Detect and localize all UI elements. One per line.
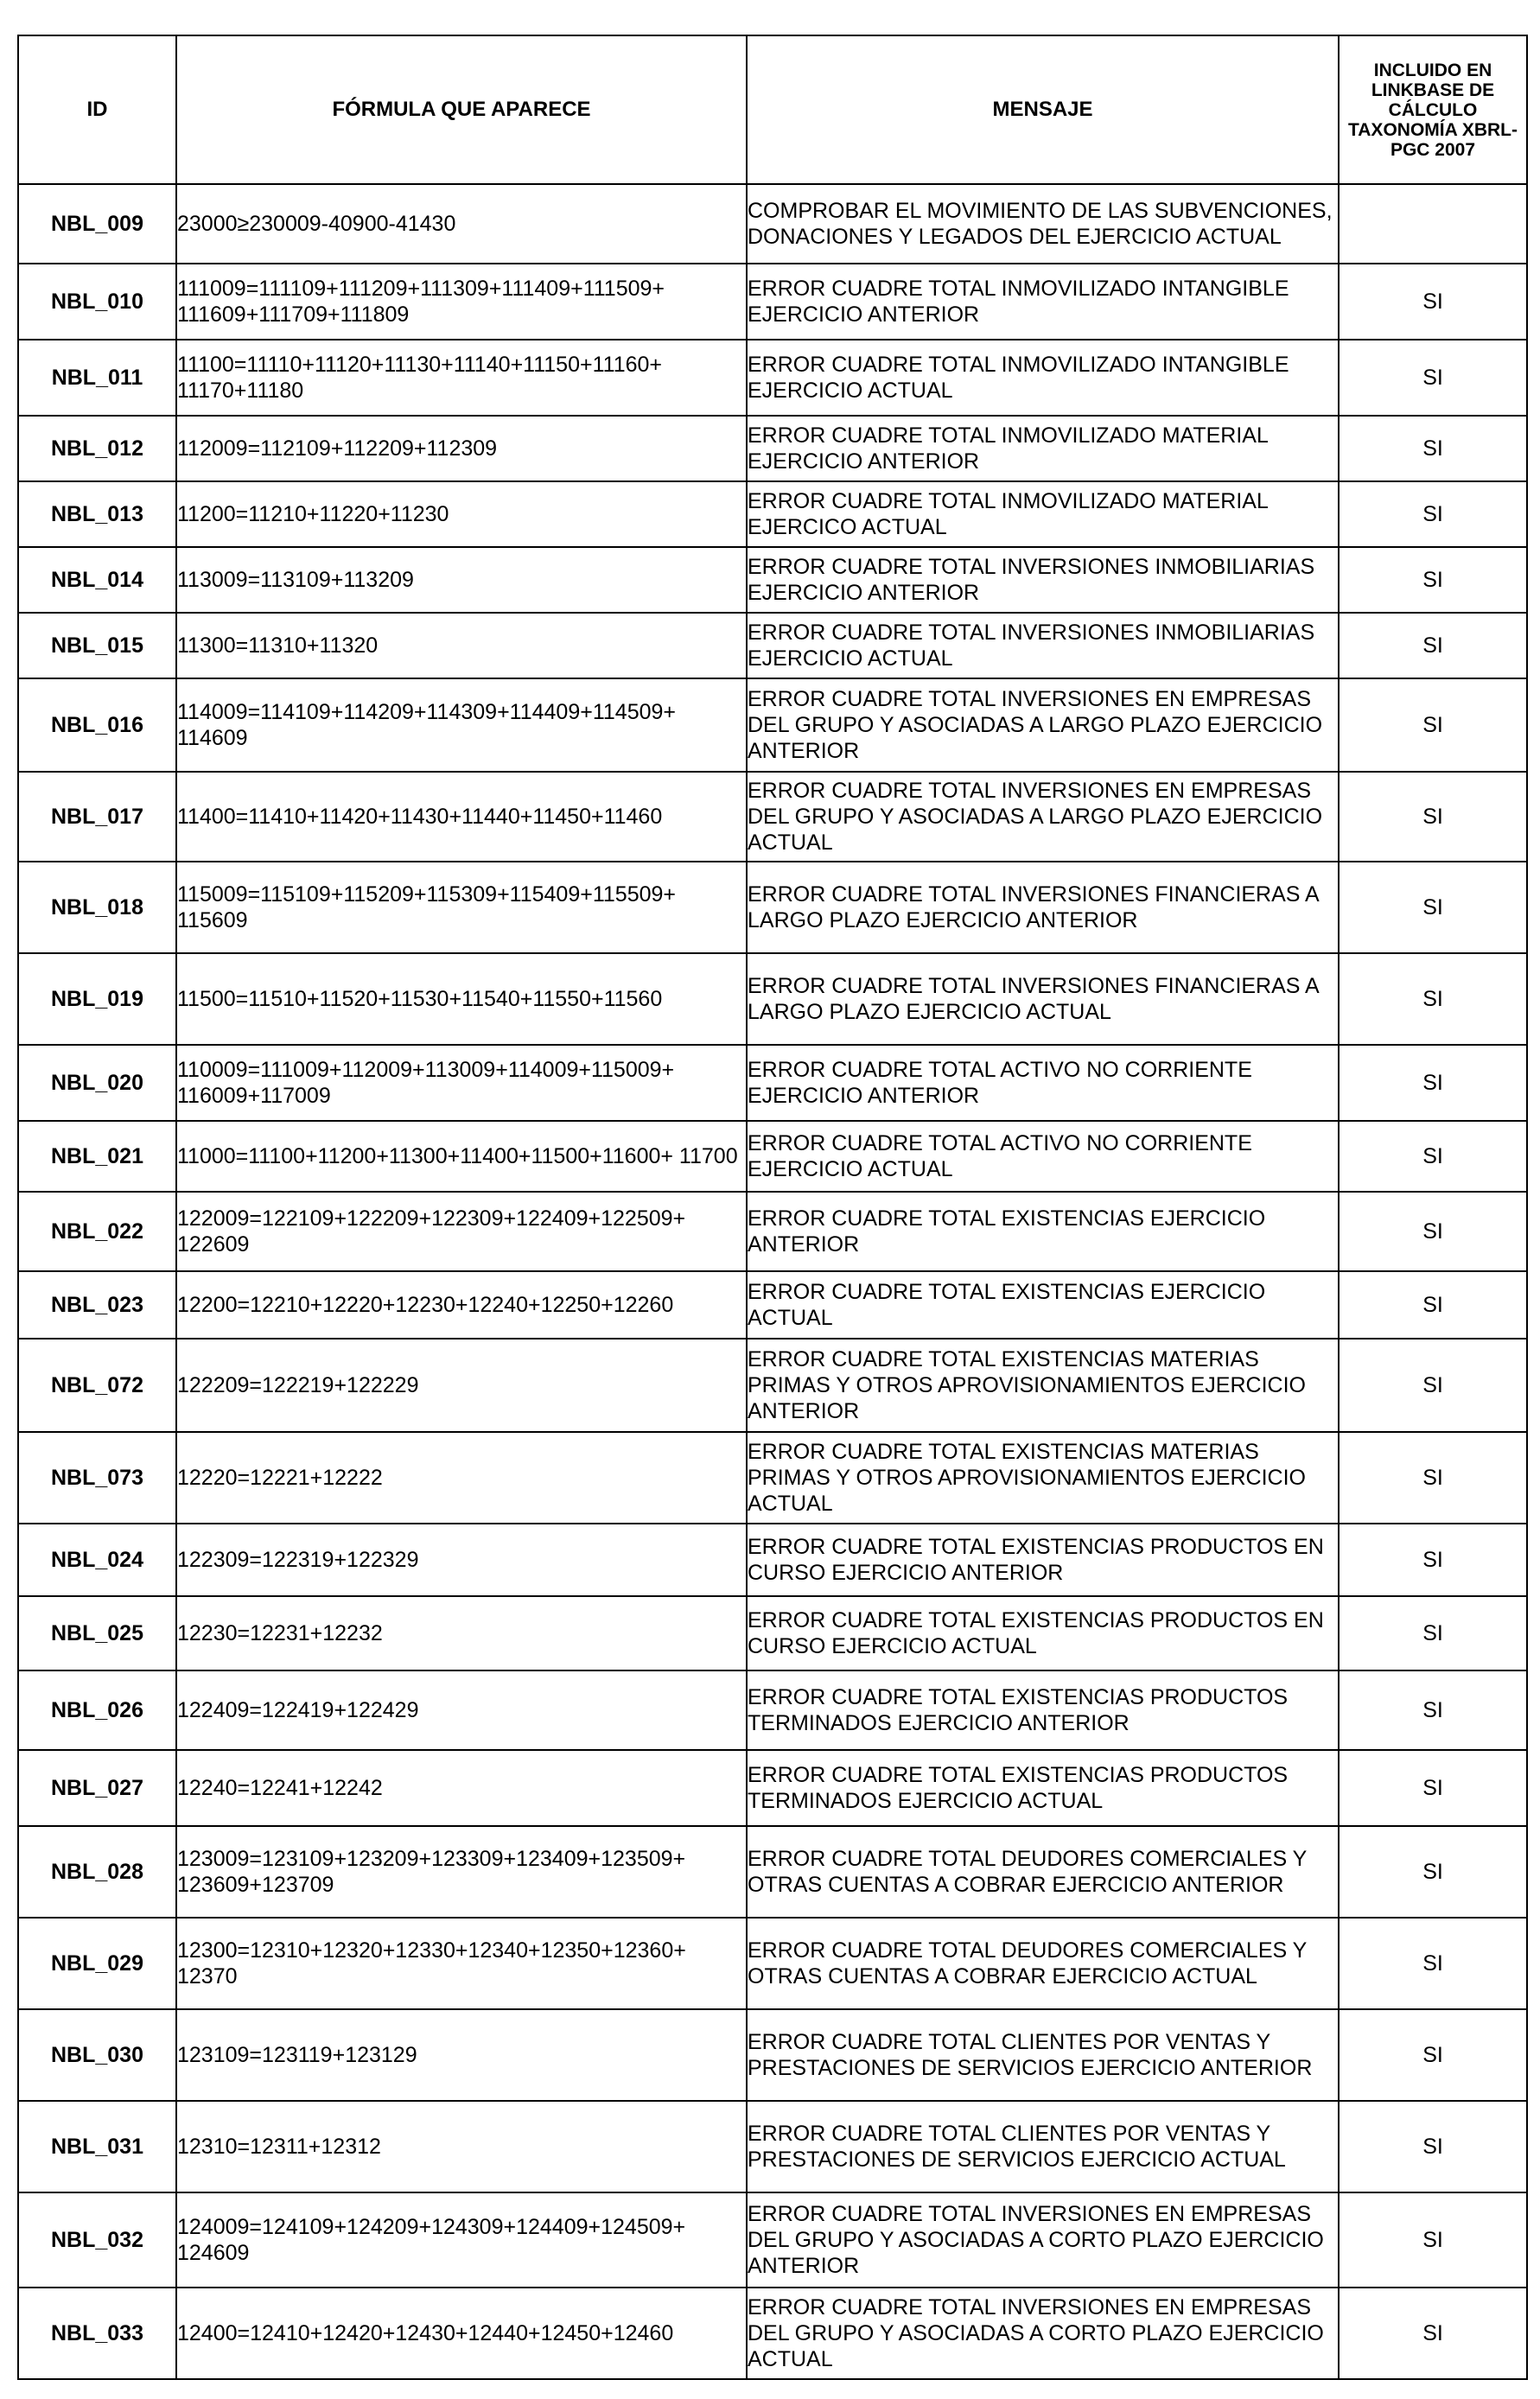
row-id: NBL_009 (18, 184, 176, 264)
row-formula: 112009=112109+112209+112309 (176, 416, 747, 481)
table-row (18, 1596, 1527, 1670)
header-formula: FÓRMULA QUE APARECE (176, 35, 747, 184)
table-row (18, 953, 1527, 1045)
row-included: SI (1339, 1339, 1527, 1432)
row-message: ERROR CUADRE TOTAL INVERSIONES EN EMPRESAS DEL GRUPO Y ASOCIADAS A LARGO PLAZO EJERCICIO ANTERIOR (747, 678, 1339, 772)
row-formula: 122409=122419+122429 (176, 1670, 747, 1750)
row-formula: 113009=113109+113209 (176, 547, 747, 613)
row-id: NBL_022 (18, 1192, 176, 1271)
row-message: ERROR CUADRE TOTAL ACTIVO NO CORRIENTE EJERCICIO ANTERIOR (747, 1045, 1339, 1121)
row-included: SI (1339, 1826, 1527, 1918)
row-included: SI (1339, 953, 1527, 1045)
row-included: SI (1339, 2101, 1527, 2192)
row-id: NBL_011 (18, 340, 176, 416)
row-formula: 12300=12310+12320+12330+12340+12350+12360+ 12370 (176, 1918, 747, 2009)
row-formula: 123109=123119+123129 (176, 2009, 747, 2101)
table-row (18, 1271, 1527, 1339)
row-formula: 11200=11210+11220+11230 (176, 481, 747, 547)
row-formula: 11500=11510+11520+11530+11540+11550+11560 (176, 953, 747, 1045)
table-row (18, 2101, 1527, 2192)
row-formula: 12240=12241+12242 (176, 1750, 747, 1826)
row-message: ERROR CUADRE TOTAL CLIENTES POR VENTAS Y PRESTACIONES DE SERVICIOS EJERCICIO ANTERIOR (747, 2009, 1339, 2101)
table-row (18, 1339, 1527, 1432)
row-included: SI (1339, 2009, 1527, 2101)
table-row (18, 1121, 1527, 1192)
row-included: SI (1339, 1596, 1527, 1670)
row-included: SI (1339, 340, 1527, 416)
table-row (18, 547, 1527, 613)
row-included: SI (1339, 862, 1527, 953)
header-row (18, 35, 1527, 184)
row-included: SI (1339, 1271, 1527, 1339)
row-included: SI (1339, 416, 1527, 481)
header-id: ID (18, 35, 176, 184)
table-row (18, 481, 1527, 547)
table-row (18, 1750, 1527, 1826)
row-formula: 123009=123109+123209+123309+123409+123509+ 123609+123709 (176, 1826, 747, 1918)
row-formula: 110009=111009+112009+113009+114009+115009+ 116009+117009 (176, 1045, 747, 1121)
row-message: ERROR CUADRE TOTAL EXISTENCIAS PRODUCTOS TERMINADOS EJERCICIO ACTUAL (747, 1750, 1339, 1826)
row-formula: 122209=122219+122229 (176, 1339, 747, 1432)
row-id: NBL_020 (18, 1045, 176, 1121)
row-id: NBL_032 (18, 2192, 176, 2288)
row-message: ERROR CUADRE TOTAL INVERSIONES FINANCIERAS A LARGO PLAZO EJERCICIO ANTERIOR (747, 862, 1339, 953)
row-id: NBL_025 (18, 1596, 176, 1670)
row-formula: 11100=11110+11120+11130+11140+11150+11160+ 11170+11180 (176, 340, 747, 416)
table-row (18, 1524, 1527, 1596)
row-included: SI (1339, 1918, 1527, 2009)
row-formula: 114009=114109+114209+114309+114409+114509+ 114609 (176, 678, 747, 772)
row-message: ERROR CUADRE TOTAL INMOVILIZADO INTANGIBLE EJERCICIO ACTUAL (747, 340, 1339, 416)
row-id: NBL_026 (18, 1670, 176, 1750)
row-formula: 11400=11410+11420+11430+11440+11450+11460 (176, 772, 747, 862)
row-formula: 23000≥230009-40900-41430 (176, 184, 747, 264)
table-row (18, 416, 1527, 481)
row-message: ERROR CUADRE TOTAL INVERSIONES EN EMPRESAS DEL GRUPO Y ASOCIADAS A CORTO PLAZO EJERCICIO ANTERIOR (747, 2192, 1339, 2288)
row-message: ERROR CUADRE TOTAL EXISTENCIAS EJERCICIO ANTERIOR (747, 1192, 1339, 1271)
row-message: ERROR CUADRE TOTAL EXISTENCIAS MATERIAS PRIMAS Y OTROS APROVISIONAMIENTOS EJERCICIO ANTERIOR (747, 1339, 1339, 1432)
row-id: NBL_015 (18, 613, 176, 678)
table-row (18, 1918, 1527, 2009)
row-message: ERROR CUADRE TOTAL INVERSIONES INMOBILIARIAS EJERCICIO ACTUAL (747, 613, 1339, 678)
validation-rules-table (17, 35, 1528, 2380)
row-id: NBL_014 (18, 547, 176, 613)
row-formula: 11300=11310+11320 (176, 613, 747, 678)
row-message: COMPROBAR EL MOVIMIENTO DE LAS SUBVENCIONES, DONACIONES Y LEGADOS DEL EJERCICIO ACTUAL (747, 184, 1339, 264)
table-row (18, 184, 1527, 264)
row-message: ERROR CUADRE TOTAL DEUDORES COMERCIALES Y OTRAS CUENTAS A COBRAR EJERCICIO ANTERIOR (747, 1826, 1339, 1918)
row-formula: 12310=12311+12312 (176, 2101, 747, 2192)
row-included: SI (1339, 613, 1527, 678)
table-row (18, 264, 1527, 340)
row-id: NBL_028 (18, 1826, 176, 1918)
row-formula: 12230=12231+12232 (176, 1596, 747, 1670)
row-formula: 122309=122319+122329 (176, 1524, 747, 1596)
row-included: SI (1339, 1524, 1527, 1596)
row-message: ERROR CUADRE TOTAL INMOVILIZADO INTANGIBLE EJERCICIO ANTERIOR (747, 264, 1339, 340)
row-message: ERROR CUADRE TOTAL INVERSIONES EN EMPRESAS DEL GRUPO Y ASOCIADAS A LARGO PLAZO EJERCICIO ACTUAL (747, 772, 1339, 862)
row-included (1339, 184, 1527, 264)
table-row (18, 340, 1527, 416)
row-formula: 115009=115109+115209+115309+115409+115509+ 115609 (176, 862, 747, 953)
header-message: MENSAJE (747, 35, 1339, 184)
row-id: NBL_027 (18, 1750, 176, 1826)
row-formula: 12200=12210+12220+12230+12240+12250+12260 (176, 1271, 747, 1339)
row-formula: 111009=111109+111209+111309+111409+111509+ 111609+111709+111809 (176, 264, 747, 340)
row-id: NBL_023 (18, 1271, 176, 1339)
row-id: NBL_021 (18, 1121, 176, 1192)
row-message: ERROR CUADRE TOTAL INVERSIONES INMOBILIARIAS EJERCICIO ANTERIOR (747, 547, 1339, 613)
row-id: NBL_019 (18, 953, 176, 1045)
row-id: NBL_013 (18, 481, 176, 547)
row-included: SI (1339, 1750, 1527, 1826)
row-id: NBL_029 (18, 1918, 176, 2009)
table-body (18, 184, 1527, 2379)
row-message: ERROR CUADRE TOTAL INVERSIONES EN EMPRESAS DEL GRUPO Y ASOCIADAS A CORTO PLAZO EJERCICIO ACTUAL (747, 2288, 1339, 2379)
row-id: NBL_010 (18, 264, 176, 340)
row-message: ERROR CUADRE TOTAL EXISTENCIAS PRODUCTOS TERMINADOS EJERCICIO ANTERIOR (747, 1670, 1339, 1750)
row-id: NBL_017 (18, 772, 176, 862)
row-included: SI (1339, 547, 1527, 613)
table-row (18, 772, 1527, 862)
row-formula: 124009=124109+124209+124309+124409+124509+ 124609 (176, 2192, 747, 2288)
row-formula: 12400=12410+12420+12430+12440+12450+12460 (176, 2288, 747, 2379)
table-row (18, 862, 1527, 953)
row-included: SI (1339, 1121, 1527, 1192)
row-id: NBL_012 (18, 416, 176, 481)
row-included: SI (1339, 1045, 1527, 1121)
row-included: SI (1339, 1670, 1527, 1750)
row-formula: 12220=12221+12222 (176, 1432, 747, 1524)
table-row (18, 1192, 1527, 1271)
row-formula: 122009=122109+122209+122309+122409+122509+ 122609 (176, 1192, 747, 1271)
row-message: ERROR CUADRE TOTAL INMOVILIZADO MATERIAL EJERCICO ACTUAL (747, 481, 1339, 547)
row-id: NBL_033 (18, 2288, 176, 2379)
row-message: ERROR CUADRE TOTAL EXISTENCIAS MATERIAS PRIMAS Y OTROS APROVISIONAMIENTOS EJERCICIO ACTUAL (747, 1432, 1339, 1524)
table-row (18, 2288, 1527, 2379)
row-message: ERROR CUADRE TOTAL DEUDORES COMERCIALES Y OTRAS CUENTAS A COBRAR EJERCICIO ACTUAL (747, 1918, 1339, 2009)
row-included: SI (1339, 2288, 1527, 2379)
row-id: NBL_024 (18, 1524, 176, 1596)
row-included: SI (1339, 1432, 1527, 1524)
row-included: SI (1339, 2192, 1527, 2288)
table-row (18, 2009, 1527, 2101)
row-message: ERROR CUADRE TOTAL EXISTENCIAS EJERCICIO ACTUAL (747, 1271, 1339, 1339)
table-row (18, 1670, 1527, 1750)
row-formula: 11000=11100+11200+11300+11400+11500+11600+ 11700 (176, 1121, 747, 1192)
row-message: ERROR CUADRE TOTAL INVERSIONES FINANCIERAS A LARGO PLAZO EJERCICIO ACTUAL (747, 953, 1339, 1045)
table-row (18, 1432, 1527, 1524)
row-message: ERROR CUADRE TOTAL INMOVILIZADO MATERIAL EJERCICIO ANTERIOR (747, 416, 1339, 481)
row-id: NBL_073 (18, 1432, 176, 1524)
table-row (18, 1826, 1527, 1918)
row-included: SI (1339, 481, 1527, 547)
table-row (18, 678, 1527, 772)
row-included: SI (1339, 264, 1527, 340)
row-message: ERROR CUADRE TOTAL CLIENTES POR VENTAS Y PRESTACIONES DE SERVICIOS EJERCICIO ACTUAL (747, 2101, 1339, 2192)
table-row (18, 613, 1527, 678)
row-id: NBL_072 (18, 1339, 176, 1432)
table-row (18, 2192, 1527, 2288)
table-row (18, 1045, 1527, 1121)
row-message: ERROR CUADRE TOTAL ACTIVO NO CORRIENTE EJERCICIO ACTUAL (747, 1121, 1339, 1192)
row-id: NBL_016 (18, 678, 176, 772)
header-included: INCLUIDO EN LINKBASE DE CÁLCULO TAXONOMÍA XBRL-PGC 2007 (1339, 35, 1527, 184)
row-id: NBL_030 (18, 2009, 176, 2101)
row-included: SI (1339, 678, 1527, 772)
row-message: ERROR CUADRE TOTAL EXISTENCIAS PRODUCTOS EN CURSO EJERCICIO ACTUAL (747, 1596, 1339, 1670)
row-message: ERROR CUADRE TOTAL EXISTENCIAS PRODUCTOS EN CURSO EJERCICIO ANTERIOR (747, 1524, 1339, 1596)
row-included: SI (1339, 772, 1527, 862)
row-included: SI (1339, 1192, 1527, 1271)
row-id: NBL_031 (18, 2101, 176, 2192)
row-id: NBL_018 (18, 862, 176, 953)
